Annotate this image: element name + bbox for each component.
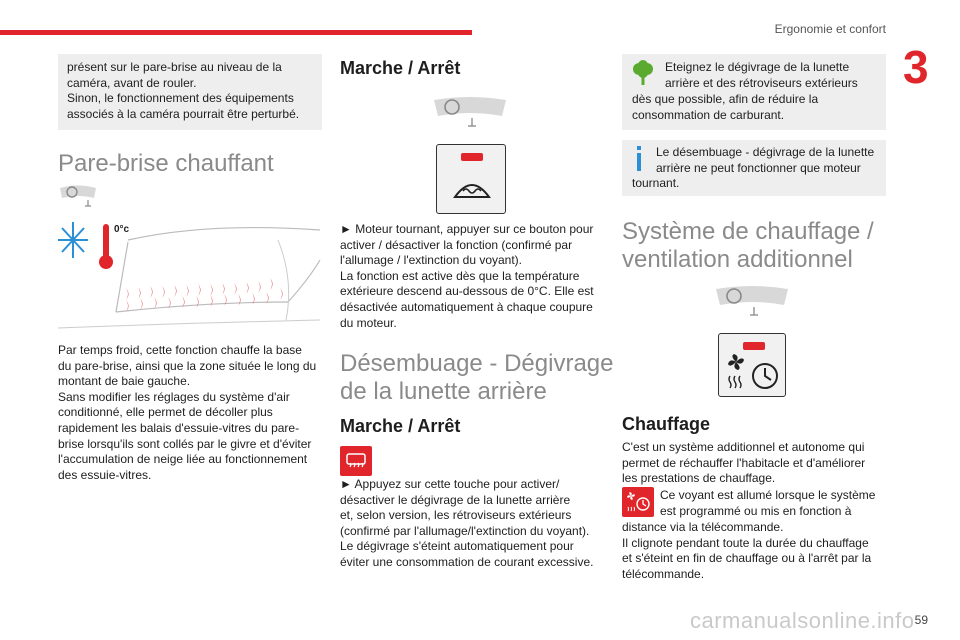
on-off-text-2: ► Appuyez sur cette touche pour activer/ désactiver le dégivrage de la lunette arrière et, selon version, les rétroviseurs extérieurs (confirmé par l'allumage/l'extinction du voyant). Le dégivrage s'éteint automatiquement pour éviter une consommation de courant excessive.	[340, 477, 594, 569]
heading-additional-heating: Système de chauffage / ventilation additionnel	[622, 218, 874, 273]
windscreen-heat-icon	[452, 171, 492, 201]
fan-timer-icon	[727, 354, 781, 392]
heading-heating: Chauffage	[622, 414, 711, 434]
on-off-text-1: ► Moteur tournant, appuyer sur ce bouton pour activer / désactiver la fonction (confirmé par l'allumage / l'extinction du voyant). La fonction est active dès que la température extérieure descend au-dessous de 0°C. Elle est désactivée automatiquement à chaque coupure du moteur.	[340, 222, 594, 330]
heated-windscreen-button[interactable]	[436, 144, 506, 214]
eco-note-text-2: dès que possible, afin de réduire la consommation de carburant.	[632, 92, 819, 122]
small-fan-timer-icon	[626, 491, 650, 513]
eco-tree-icon	[632, 60, 654, 86]
note-text: présent sur le pare-brise au niveau de la caméra, avant de rouler. Sinon, le fonctionnement des équipements associés à la caméra pourrait être perturbé.	[67, 60, 300, 121]
steering-location-icon-2	[432, 96, 508, 128]
rear-defrost-icon	[345, 452, 367, 470]
heading-heated-windscreen: Pare-brise chauffant	[58, 150, 274, 177]
heating-text-3: distance via la télécommande. Il clignote pendant toute la durée du chauffage et s'éteint en fin de chauffage ou à l'arrêt par la télécommande.	[622, 520, 872, 581]
heading-on-off-1: Marche / Arrêt	[340, 58, 461, 78]
additional-heating-button[interactable]	[718, 333, 786, 397]
heading-on-off-2: Marche / Arrêt	[340, 416, 461, 436]
info-icon	[634, 146, 644, 172]
heating-indicator-icon	[622, 487, 654, 517]
watermark: carmanualsonline.info	[690, 608, 915, 633]
page-number: 59	[914, 613, 928, 627]
eco-note-text-1: Eteignez le dégivrage de la lunette arrière et des rétroviseurs extérieurs	[665, 60, 858, 90]
header-red-bar	[0, 30, 472, 35]
steering-location-icon	[58, 184, 98, 210]
heating-text-2: Ce voyant est allumé lorsque le système est programmé ou mis en fonction à	[660, 488, 876, 518]
temperature-label: 0°c	[114, 224, 130, 235]
steering-location-icon-3	[714, 285, 790, 317]
info-note-text-1: Le désembuage - dégivrage de la lunette arrière ne peut fonctionner que moteur	[656, 145, 875, 175]
heating-text-1: C'est un système additionnel et autonome qui permet de réchauffer l'habitacle et d'améliorer les prestations de chauffage.	[622, 440, 866, 486]
heated-windscreen-text: Par temps froid, cette fonction chauffe la base du pare-brise, ainsi que la zone située le long du montant de baie gauche. Sans modifier les réglages du système d'air conditionné, elle permet de décoller plus rapidement les balais d'essuie-vitres du pare- brise lorsqu'ils sont collés par le givre et d'éviter l'accumulation de neige liée au fonctionnement des essuie-vitres.	[58, 343, 317, 482]
chapter-number: 3	[903, 41, 929, 93]
indicator-lamp-2	[743, 342, 765, 350]
rear-defrost-button[interactable]	[340, 446, 372, 476]
heading-rear-defrost: Désembuage - Dégivrage de la lunette arrière	[340, 350, 614, 405]
heated-windscreen-illustration	[58, 220, 322, 332]
info-note-text-2: tournant.	[632, 176, 680, 190]
indicator-lamp	[461, 153, 483, 161]
section-title: Ergonomie et confort	[774, 22, 886, 36]
